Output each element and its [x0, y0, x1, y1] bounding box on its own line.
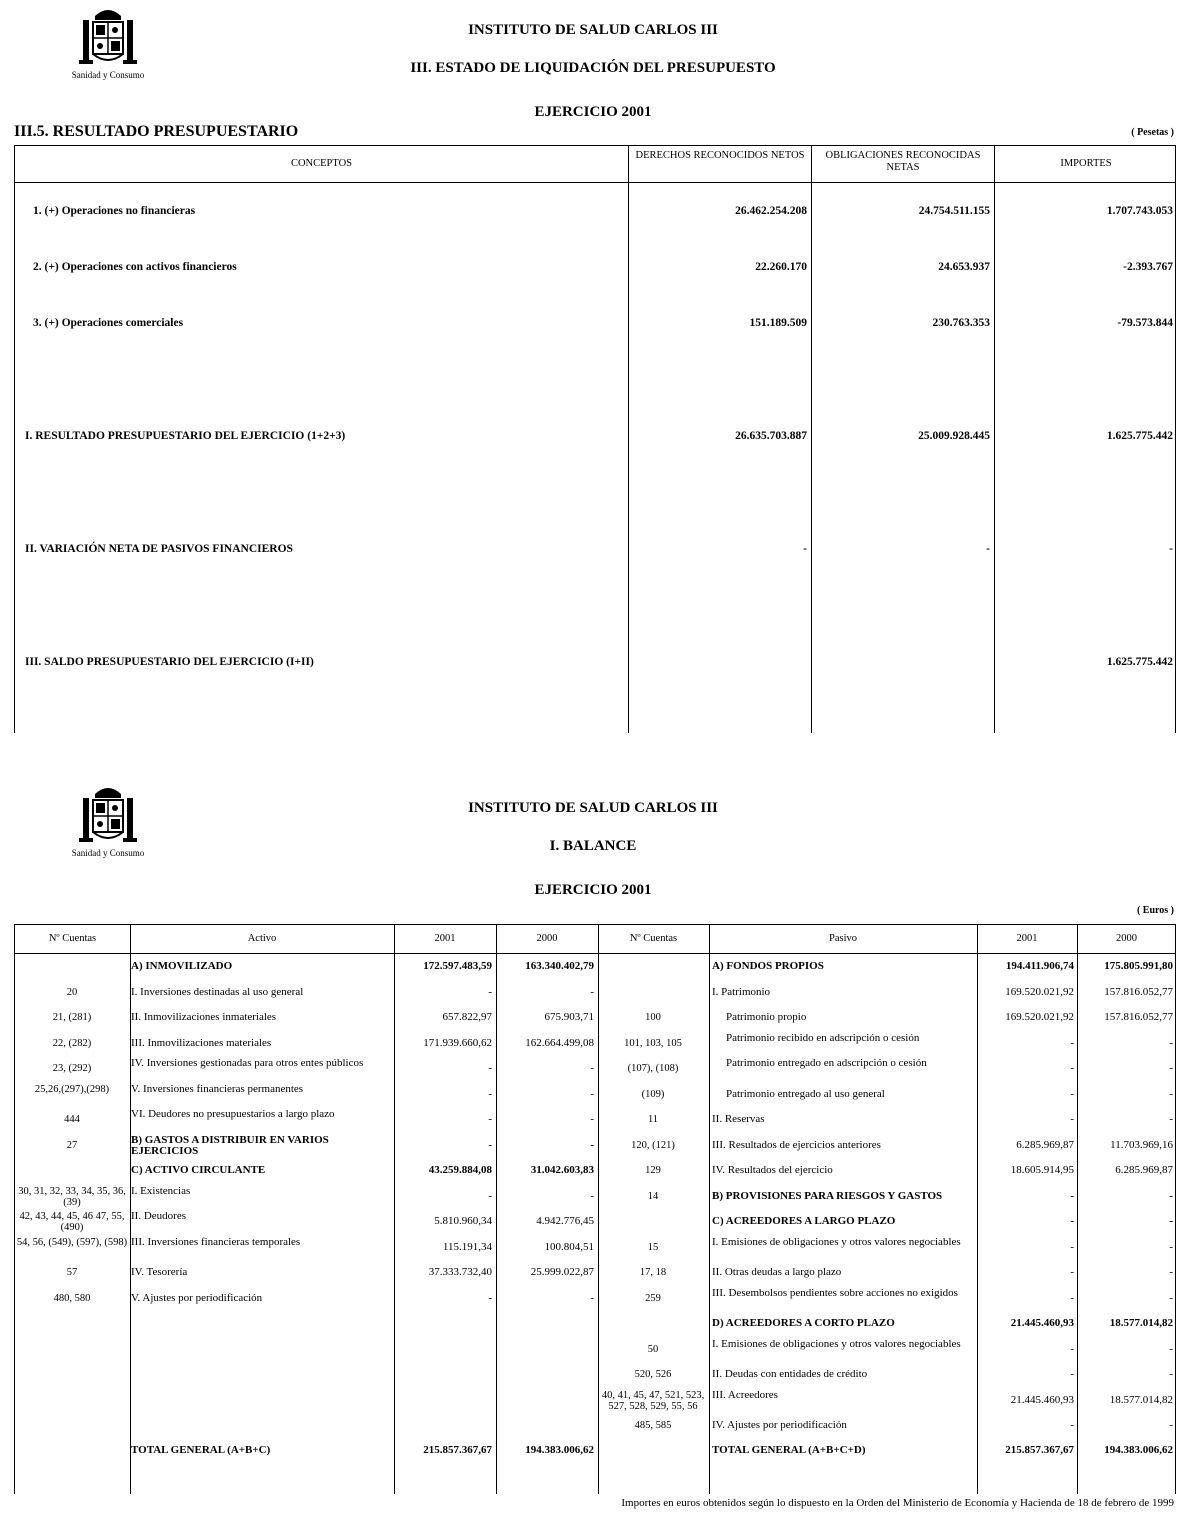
institute-title: INSTITUTO DE SALUD CARLOS III	[468, 22, 718, 38]
header-2001-pasivo: 2001	[1016, 933, 1038, 944]
header-activo: Activo	[247, 933, 277, 944]
report-subtitle: I. BALANCE	[549, 838, 637, 854]
row-label: B) GASTOS A DISTRIBUIR EN VARIOS EJERCICIOS	[131, 1133, 329, 1157]
header-importes: IMPORTES	[1060, 158, 1112, 169]
value-2000: -	[1169, 1240, 1173, 1253]
value-2001: -	[1070, 1062, 1074, 1074]
value-2001: -	[488, 1087, 492, 1100]
row-label: II. Inmovilizaciones inmateriales	[131, 1011, 277, 1023]
total-activo-label: TOTAL GENERAL (A+B+C)	[131, 1444, 271, 1456]
value-2000: -	[590, 1087, 594, 1100]
account-codes: 25,26,(297),(298)	[34, 1083, 110, 1095]
value-2000: -	[590, 1062, 594, 1074]
value-2001: -	[1070, 1087, 1074, 1100]
value-2000: 175.805.991,80	[1104, 960, 1173, 972]
account-codes: 30, 31, 32, 33, 34, 35, 36, (39)	[18, 1185, 126, 1208]
account-codes: 129	[645, 1165, 661, 1176]
account-codes: 22, (282)	[52, 1037, 92, 1049]
row-label: V. Ajustes por periodificación	[131, 1291, 263, 1304]
value-2000: -	[1169, 1113, 1173, 1125]
value-2001: -	[1070, 1368, 1074, 1380]
value-2000: 157.816.052,77	[1104, 985, 1173, 998]
row-label: III. Resultados de ejercicios anteriores	[712, 1138, 881, 1151]
value-2001: -	[1070, 1266, 1074, 1278]
ejercicio-title: EJERCICIO 2001	[534, 104, 652, 120]
value-2001: -	[488, 1062, 492, 1074]
row-label: III. Inmovilizaciones materiales	[131, 1036, 272, 1049]
total-activo-2001: 215.857.367,67	[423, 1444, 492, 1456]
row-label: III. Acreedores	[712, 1388, 778, 1401]
account-codes: 42, 43, 44, 45, 46 47, 55, (490)	[19, 1211, 125, 1233]
row-label: II. Deudores	[131, 1210, 186, 1222]
value-2000: -	[1169, 1368, 1173, 1380]
row-label: IV. Ajustes por periodificación	[712, 1419, 847, 1431]
account-codes: 485, 585	[634, 1420, 672, 1431]
row-label: C) ACTIVO CIRCULANTE	[131, 1164, 266, 1176]
value-2001: 169.520.021,92	[1005, 1011, 1074, 1023]
value-2000: -	[1169, 1189, 1173, 1202]
logo-caption: Sanidad y Consumo	[71, 848, 145, 858]
header-2000-pasivo: 2000	[1116, 933, 1137, 944]
value-2001: 115.191,34	[442, 1240, 492, 1253]
value-2001: 171.939.660,62	[423, 1036, 492, 1049]
section-heading: III.5. RESULTADO PRESUPUESTARIO	[14, 123, 299, 140]
account-codes: (109)	[641, 1088, 665, 1100]
row-label: Patrimonio propio	[726, 1011, 807, 1023]
account-codes: 40, 41, 45, 47, 521, 523, 527, 528, 529, 55, 56	[601, 1389, 705, 1412]
value-2001: -	[1070, 1291, 1074, 1304]
value-2001: 37.333.732,40	[428, 1266, 492, 1278]
value-2001: 5.810.960,34	[434, 1215, 492, 1227]
header-derechos: DERECHOS RECONOCIDOS NETOS	[635, 150, 805, 161]
row-label: A) FONDOS PROPIOS	[712, 960, 824, 972]
value-2000: -	[1169, 1266, 1173, 1278]
value-2001: -	[488, 1138, 492, 1151]
account-codes: 259	[645, 1292, 661, 1304]
row-label: IV. Inversiones gestionadas para otros entes públicos	[131, 1057, 364, 1069]
value-2000: 11.703.969,16	[1110, 1138, 1173, 1151]
account-codes: 101, 103, 105	[624, 1037, 682, 1049]
row-label: I. Existencias	[131, 1184, 191, 1197]
value-2000: 100.804,51	[544, 1240, 594, 1253]
value-2000: 162.664.499,08	[525, 1036, 594, 1049]
value-2001: -	[1070, 1342, 1074, 1355]
institute-title: INSTITUTO DE SALUD CARLOS III	[468, 800, 718, 816]
value-2000: -	[590, 1113, 594, 1125]
value-2001: 43.259.884,08	[428, 1164, 492, 1176]
account-codes: 520, 526	[634, 1369, 672, 1380]
value-2000: -	[1169, 1062, 1173, 1074]
row-label: VI. Deudores no presupuestarios a largo plazo	[131, 1108, 335, 1120]
header-cuentas: Nº Cuentas	[48, 933, 97, 944]
footnote: Importes en euros obtenidos según lo dispuesto en la Orden del Ministerio de Economía y Hacienda de 18 de febrero de 1999	[621, 1497, 1174, 1509]
value-2000: -	[1169, 1342, 1173, 1355]
value-2000: 18.577.014,82	[1109, 1393, 1173, 1406]
account-codes: 50	[647, 1343, 659, 1355]
value-2001: 194.411.906,74	[1005, 960, 1074, 972]
row-label: IV. Tesorería	[131, 1266, 188, 1278]
value-2000: 157.816.052,77	[1104, 1011, 1173, 1023]
value-2001: 18.605.914,95	[1010, 1164, 1074, 1176]
total-activo-2000: 194.383.006,62	[525, 1444, 594, 1456]
value-2001: 6.285.969,87	[1016, 1138, 1074, 1151]
value-2001: -	[1070, 1419, 1074, 1431]
header-2000: 2000	[536, 933, 558, 944]
account-codes: 20	[66, 986, 78, 998]
row-label: V. Inversiones financieras permanentes	[131, 1082, 304, 1095]
row-label: II. Deudas con entidades de crédito	[712, 1368, 868, 1380]
value-2000: -	[1169, 1087, 1173, 1100]
value-2001: 172.597.483,59	[423, 960, 492, 972]
header-conceptos: CONCEPTOS	[290, 158, 353, 169]
row-label: II. Otras deudas a largo plazo	[712, 1266, 842, 1278]
value-2001: -	[1070, 1215, 1074, 1227]
account-codes: 11	[647, 1114, 659, 1125]
row-label: Patrimonio recibido en adscripción o cesión	[726, 1031, 920, 1044]
row-label: I. Patrimonio	[712, 985, 771, 998]
value-2001: -	[1070, 1036, 1074, 1049]
value-2001: -	[488, 1189, 492, 1202]
value-2000: -	[1169, 1215, 1173, 1227]
row-label: I. Emisiones de obligaciones y otros valores negociables	[712, 1235, 961, 1248]
header-cuentas-pasivo: Nº Cuentas	[629, 933, 678, 944]
account-codes: 444	[64, 1114, 80, 1125]
row-label: III. Inversiones financieras temporales	[131, 1235, 301, 1248]
account-codes: 17, 18	[639, 1267, 667, 1278]
unit-label: ( Pesetas )	[1131, 127, 1174, 138]
row-label: III. Desembolsos pendientes sobre acciones no exigidos	[712, 1286, 958, 1299]
row-label: A) INMOVILIZADO	[131, 960, 233, 972]
value-2001: 21.445.460,93	[1010, 1393, 1074, 1406]
value-2000: -	[590, 1291, 594, 1304]
row-label: I. Emisiones de obligaciones y otros valores negociables	[712, 1337, 961, 1350]
value-2001: -	[1070, 1240, 1074, 1253]
ejercicio-title: EJERCICIO 2001	[534, 882, 652, 898]
header-pasivo: Pasivo	[828, 933, 857, 944]
account-codes: 120, (121)	[631, 1139, 675, 1151]
account-codes: 480, 580	[53, 1292, 91, 1304]
value-2000: 18.577.014,82	[1109, 1317, 1173, 1329]
value-2000: 6.285.969,87	[1115, 1164, 1173, 1176]
value-2000: -	[590, 1138, 594, 1151]
account-codes: 54, 56, (549), (597), (598)	[16, 1236, 128, 1248]
account-codes: 100	[645, 1012, 661, 1023]
value-2000: -	[590, 1189, 594, 1202]
value-2001: 21.445.460,93	[1010, 1317, 1074, 1329]
total-pasivo-2000: 194.383.006,62	[1104, 1444, 1173, 1456]
value-2001: 169.520.021,92	[1005, 985, 1074, 998]
row-label: B) PROVISIONES PARA RIESGOS Y GASTOS	[712, 1189, 943, 1202]
value-2001: -	[488, 1291, 492, 1304]
value-2000: -	[1169, 1291, 1173, 1304]
value-2000: -	[1169, 1419, 1173, 1431]
report-subtitle: III. ESTADO DE LIQUIDACIÓN DEL PRESUPUESTO	[410, 60, 776, 76]
value-2001: -	[1070, 1189, 1074, 1202]
row-label: C) ACREEDORES A LARGO PLAZO	[712, 1215, 896, 1227]
account-codes: 15	[647, 1241, 659, 1253]
row-label: Patrimonio entregado al uso general	[726, 1087, 885, 1100]
account-codes: 27	[66, 1139, 78, 1151]
logo-caption: Sanidad y Consumo	[71, 70, 145, 80]
value-2001: 657.822,97	[442, 1011, 492, 1023]
row-label: Patrimonio entregado en adscripción o cesión	[726, 1057, 927, 1069]
resultado-table: CONCEPTOS DERECHOS RECONOCIDOS NETOS OBLIGACIONES RECONOCIDAS NETAS IMPORTES 1. (+) Operaciones no financieras 26.462.254.208 24.754.511.155 1.707.743.053 2. (+) Operaciones con activos financieros 22.260.170 24.653.937 -2.393.767 3. (+) Operaciones comerciales 151.189.509 230.763.353 -79.573.844 I. RESULTADO PRESUPUESTARIO DEL EJERCICIO (1+2+3) 26.635.703.887 25.009.928.445 1.625.775.442 II. VARIACIÓN NETA DE PASIVOS FINANCIEROS - - - III. SALDO PRESUPUESTARIO DEL EJERCICIO (I+II) 1.625.775.442	[14, 145, 1176, 733]
account-codes: 14	[647, 1190, 659, 1202]
total-pasivo-2001: 215.857.367,67	[1005, 1444, 1074, 1456]
value-2001: -	[1070, 1113, 1074, 1125]
value-2000: -	[1169, 1036, 1173, 1049]
balance-table	[14, 924, 1176, 1494]
account-codes: (107), (108)	[627, 1063, 679, 1074]
value-2000: 163.340.402,79	[525, 960, 594, 972]
value-2000: 25.999.022,87	[530, 1266, 594, 1278]
header-obligaciones: OBLIGACIONES RECONOCIDAS NETAS	[825, 150, 981, 173]
row-label: IV. Resultados del ejercicio	[712, 1164, 833, 1176]
header-2001: 2001	[434, 933, 456, 944]
value-2000: 4.942.776,45	[536, 1215, 594, 1227]
unit-label: ( Euros )	[1136, 905, 1174, 916]
account-codes: 23, (292)	[52, 1063, 92, 1074]
value-2000: 31.042.603,83	[530, 1164, 594, 1176]
account-codes: 57	[66, 1267, 78, 1278]
value-2001: -	[488, 985, 492, 998]
row-label: II. Reservas	[712, 1113, 765, 1125]
value-2000: 675.903,71	[544, 1011, 594, 1023]
row-label: I. Inversiones destinadas al uso general	[131, 985, 304, 998]
row-label: D) ACREEDORES A CORTO PLAZO	[712, 1317, 895, 1329]
account-codes: 21, (281)	[52, 1012, 92, 1023]
total-pasivo-label: TOTAL GENERAL (A+B+C+D)	[712, 1444, 866, 1456]
value-2000: -	[590, 985, 594, 998]
value-2001: -	[488, 1113, 492, 1125]
